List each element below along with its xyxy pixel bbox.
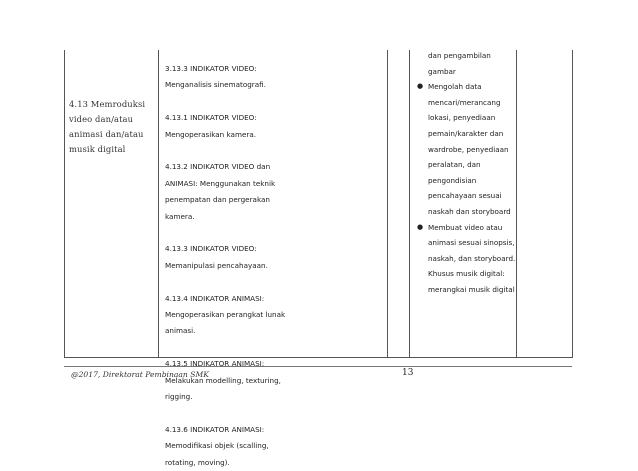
materi-bullet-item: [416, 79, 515, 219]
indikator-text: Menganalisis sinematografi.: [165, 80, 266, 90]
table-bottom-border: [64, 357, 572, 358]
indikator-cell: [165, 61, 285, 471]
indikator-text: animasi.: [165, 326, 196, 336]
indikator-text: Mengoperasikan kamera.: [165, 129, 257, 139]
indikator-text: Memanipulasi pencahayaan.: [165, 260, 268, 270]
indikator-text: Mengoperasikan perangkat lunak: [165, 310, 286, 320]
materi-text: pemain/karakter dan: [428, 128, 504, 138]
indikator-text: ANIMASI: Menggunakan teknik: [165, 178, 276, 188]
indikator-heading: 4.13.5 INDIKATOR ANIMASI:: [165, 359, 265, 369]
indikator-heading: 3.13.3 INDIKATOR VIDEO:: [165, 64, 257, 73]
indikator-heading: 4.13.4 INDIKATOR ANIMASI:: [165, 293, 265, 303]
indikator-item: [165, 61, 285, 94]
indikator-heading: 4.13.1 INDIKATOR VIDEO:: [165, 113, 257, 123]
materi-text: naskah dan storyboard: [428, 206, 511, 216]
kd-line: video dan/atau: [69, 114, 134, 124]
bullet-icon: ●: [417, 82, 424, 91]
kompetensi-dasar-cell: [69, 97, 145, 157]
indikator-item: [165, 241, 285, 274]
indikator-heading: 4.13.3 INDIKATOR VIDEO:: [165, 244, 257, 254]
table-border-right: [572, 50, 573, 358]
table-border-left: [64, 50, 65, 358]
indikator-text: penempatan dan pergerakan: [165, 195, 270, 205]
kd-line: animasi dan/atau: [69, 129, 144, 139]
materi-text: Khusus musik digital:: [428, 269, 505, 279]
materi-text: pengondisian: [428, 175, 477, 185]
indikator-item: [165, 356, 285, 405]
indikator-text: Melakukan modelling, texturing,: [165, 375, 281, 385]
indikator-item: [165, 110, 285, 143]
column-divider-3: [409, 50, 410, 358]
indikator-text: Memodifikasi objek (scalling,: [165, 441, 269, 451]
footer-copyright: @2017, Direktorat Pembinaan SMK: [71, 370, 209, 379]
materi-text: gambar: [428, 66, 456, 76]
materi-text: animasi sesuai sinopsis,: [428, 238, 515, 248]
indikator-heading: 4.13.2 INDIKATOR VIDEO dan: [165, 162, 271, 172]
indikator-text: rigging.: [165, 392, 193, 402]
materi-text: wardrobe, penyediaan: [428, 144, 509, 154]
indikator-item: [165, 291, 285, 340]
materi-text: lokasi, penyediaan: [428, 113, 496, 123]
materi-text: peralatan, dan: [428, 160, 481, 170]
indikator-item: [165, 422, 285, 471]
page-number: 13: [402, 368, 414, 378]
indikator-text: rotating, moving).: [165, 457, 230, 467]
materi-bullet-item: [416, 220, 515, 298]
materi-text: dan pengambilan: [428, 51, 491, 60]
materi-text: naskah, dan storyboard.: [428, 253, 516, 263]
column-divider-4: [516, 50, 517, 358]
materi-text: merangkai musik digital: [428, 284, 515, 294]
kd-line: 4.13 Memroduksi: [69, 99, 146, 109]
kd-line: musik digital: [69, 144, 126, 154]
materi-cell: [416, 48, 515, 298]
materi-text: mencari/merancang: [428, 97, 501, 107]
materi-text: Membuat video atau: [428, 222, 503, 232]
indikator-text: kamera.: [165, 211, 195, 221]
column-divider-1: [158, 50, 159, 358]
bullet-icon: ●: [417, 222, 424, 231]
footer-rule: [64, 366, 572, 367]
indikator-item: [165, 159, 285, 225]
column-divider-2: [387, 50, 388, 358]
indikator-heading: 4.13.6 INDIKATOR ANIMASI:: [165, 424, 265, 434]
materi-text: pencahayaan sesuai: [428, 191, 502, 201]
materi-text: Mengolah data: [428, 82, 482, 92]
